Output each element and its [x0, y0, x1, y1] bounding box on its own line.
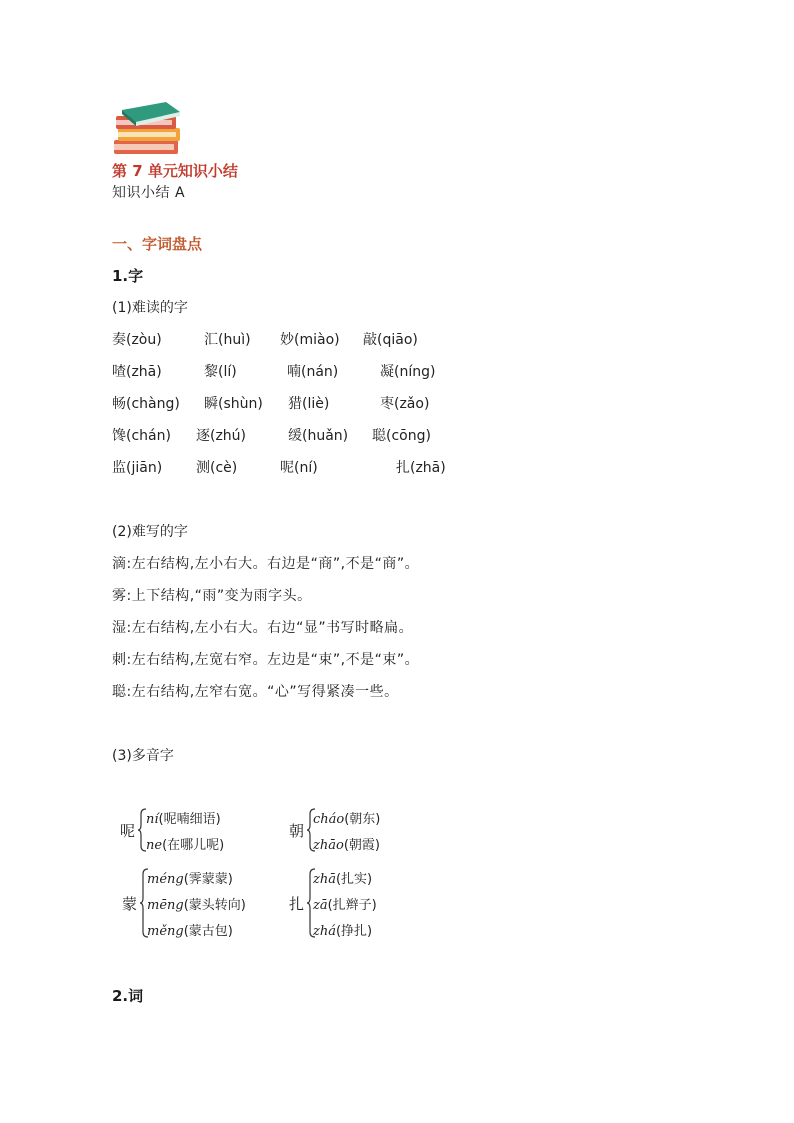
hard-write-line: 刺:左右结构,左宽右窄。左边是“束”,不是“束”。 [112, 652, 420, 668]
char-cell: 妙(miào) [280, 332, 340, 348]
char-cell: 喳(zhā) [112, 364, 162, 380]
char-cell: 凝(níng) [380, 364, 436, 380]
char-cell: 呢(ní) [280, 460, 318, 476]
char-cell: 馋(chán) [112, 428, 171, 444]
hard-write-line: 聪:左右结构,左窄右宽。“心”写得紧凑一些。 [112, 684, 399, 700]
reading-item: zhāo(朝霞) [313, 838, 380, 853]
subsection-heading: 2.词 [112, 987, 144, 1005]
subsection-heading: 1.字 [112, 267, 144, 285]
polyphonic-char: 蒙 [122, 895, 138, 913]
char-cell: 聪(cōng) [372, 428, 431, 444]
char-cell: 黎(lí) [204, 364, 237, 380]
hard-write-line: 湿:左右结构,左小右大。右边“显”书写时略扁。 [112, 620, 414, 636]
section-heading: 一、字词盘点 [112, 235, 203, 253]
polyphonic-char: 朝 [289, 822, 305, 840]
reading-item: zā(扎辫子) [313, 898, 377, 913]
polyphonic-label: (3)多音字 [112, 748, 174, 764]
hard-write-label: (2)难写的字 [112, 524, 188, 540]
polyphonic-char: 呢 [120, 822, 136, 840]
char-cell: 奏(zòu) [112, 332, 162, 348]
polyphonic-char: 扎 [289, 895, 305, 913]
reading-item: měng(蒙古包) [147, 924, 233, 939]
reading-item: méng(霁蒙蒙) [147, 872, 233, 887]
polyphonic-group [289, 806, 419, 856]
reading-item: cháo(朝东) [313, 812, 381, 827]
char-cell: 逐(zhú) [196, 428, 247, 444]
char-cell: 测(cè) [196, 460, 238, 476]
char-cell: 猎(liè) [288, 396, 330, 412]
char-cell: 畅(chàng) [112, 396, 180, 412]
char-cell: 瞬(shùn) [204, 396, 263, 412]
page-subtitle: 知识小结 A [112, 185, 186, 201]
reading-item: mēng(蒙头转向) [147, 898, 246, 913]
char-cell: 枣(zǎo) [380, 396, 430, 412]
hard-read-label: (1)难读的字 [112, 300, 188, 316]
books-stack-icon [110, 100, 185, 158]
char-cell: 缓(huǎn) [288, 428, 349, 444]
polyphonic-group [289, 866, 419, 942]
reading-item: ne(在哪儿呢) [146, 838, 225, 853]
reading-item: zhá(挣扎) [313, 924, 373, 939]
hard-write-line: 滴:左右结构,左小右大。右边是“商”,不是“商”。 [112, 556, 420, 572]
char-cell: 敲(qiāo) [363, 332, 418, 348]
polyphonic-group [122, 866, 282, 942]
polyphonic-group [120, 806, 270, 856]
reading-item: zhā(扎实) [313, 872, 373, 887]
hard-write-line: 雾:上下结构,“雨”变为雨字头。 [112, 588, 312, 604]
page-title: 第 7 单元知识小结 [112, 162, 238, 180]
char-cell: 喃(nán) [287, 364, 339, 380]
reading-item: ní(呢喃细语) [146, 812, 221, 827]
char-cell: 扎(zhā) [396, 460, 446, 476]
char-cell: 监(jiān) [112, 460, 163, 476]
char-cell: 汇(huì) [204, 332, 251, 348]
